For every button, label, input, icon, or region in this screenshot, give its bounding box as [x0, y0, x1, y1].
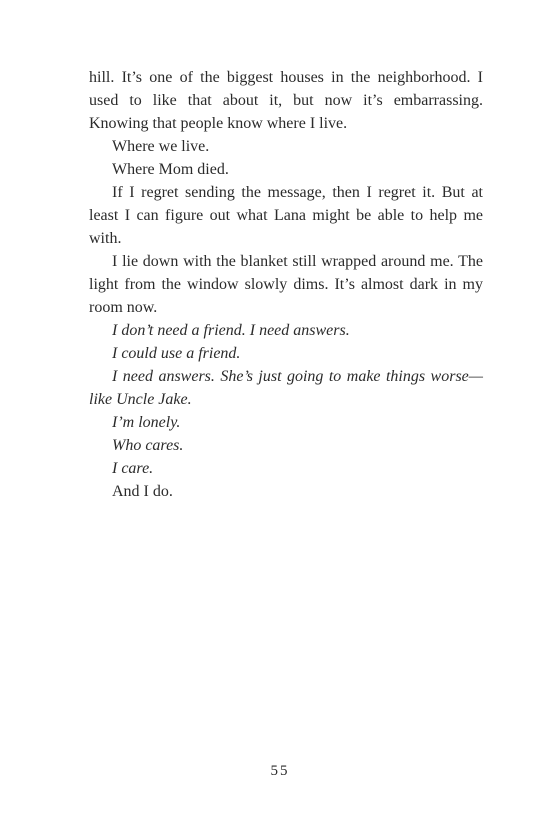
- body-text: [89, 66, 483, 503]
- paragraph-5: I lie down with the blanket still wrapped around me. The light from the window slowly dims. It’s almost dark in my room now.: [89, 253, 483, 316]
- paragraph-1: hill. It’s one of the biggest houses in the neighborhood. I used to like that about it, but now it’s embarrassing. Knowing that people know where I live.: [89, 69, 483, 132]
- paragraph-2: Where we live.: [112, 138, 210, 155]
- paragraph-8: I need answers. She’s just going to make things worse—like Uncle Jake.: [89, 368, 483, 408]
- paragraph-6: I don’t need a friend. I need answers.: [112, 322, 350, 339]
- paragraph-9: I’m lonely.: [112, 414, 181, 431]
- paragraph-11: I care.: [112, 460, 154, 477]
- page-number: 55: [270, 763, 290, 779]
- paragraph-12: And I do.: [112, 483, 173, 500]
- paragraph-10: Who cares.: [112, 437, 184, 454]
- paragraph-7: I could use a friend.: [112, 345, 241, 362]
- paragraph-3: Where Mom died.: [112, 161, 229, 178]
- paragraph-4: If I regret sending the message, then I regret it. But at least I can figure out what Lana might be able to help me with.: [89, 184, 483, 247]
